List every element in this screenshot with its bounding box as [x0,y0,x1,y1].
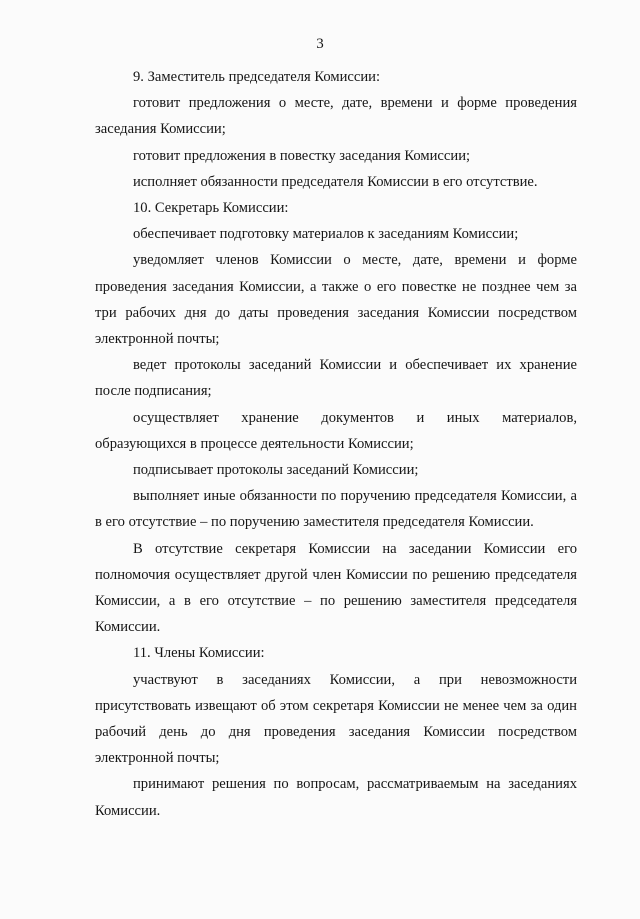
paragraph-9-item-1: готовит предложения о месте, дате, времени и форме проведения заседания Комиссии; [95,95,577,138]
paragraph-10-heading: 10. Секретарь Комиссии: [133,200,289,217]
paragraph-10-item-1: обеспечивает подготовку материалов к заседаниям Комиссии; [133,226,519,243]
paragraph-9-heading: 9. Заместитель председателя Комиссии: [133,69,381,85]
paragraph-10-item-5: подписывает протоколы заседаний Комиссии; [133,462,419,479]
paragraph-10-absence-rule: В отсутствие секретаря Комиссии на заседании Комиссии его полномочия осуществляет другой член Комиссии по решению председателя Комиссии, а в его отсутствие – по решению заместителя председателя Комиссии. [95,540,577,636]
page-number: 3 [316,36,324,52]
document-body [95,64,577,824]
paragraph-9-item-2: готовит предложения в повестку заседания Комиссии; [133,147,471,164]
paragraph-11-item-2: принимают решения по вопросам, рассматриваемым на заседаниях Комиссии. [95,776,577,819]
paragraph-10-item-6: выполняет иные обязанности по поручению председателя Комиссии, а в его отсутствие – по поручению заместителя председателя Комиссии. [95,488,577,531]
paragraph-11-heading: 11. Члены Комиссии: [133,645,265,662]
paragraph-10-item-2: уведомляет членов Комиссии о месте, дате, времени и форме проведения заседания Комиссии, а также о его повестке не позднее чем за три рабочих дня до даты проведения заседания Комиссии посредством электронной почты; [95,252,577,348]
paragraph-11-item-1: участвуют в заседаниях Комиссии, а при невозможности присутствовать извещают об этом секретаря Комиссии не менее чем за один рабочий день до дня проведения заседания Комиссии посредством электронной почты; [95,671,577,767]
paragraph-9-item-3: исполняет обязанности председателя Комиссии в его отсутствие. [133,173,538,190]
paragraph-10-item-4: осуществляет хранение документов и иных материалов, образующихся в процессе деятельности Комиссии; [95,409,577,452]
paragraph-10-item-3: ведет протоколы заседаний Комиссии и обеспечивает их хранение после подписания; [95,357,577,400]
